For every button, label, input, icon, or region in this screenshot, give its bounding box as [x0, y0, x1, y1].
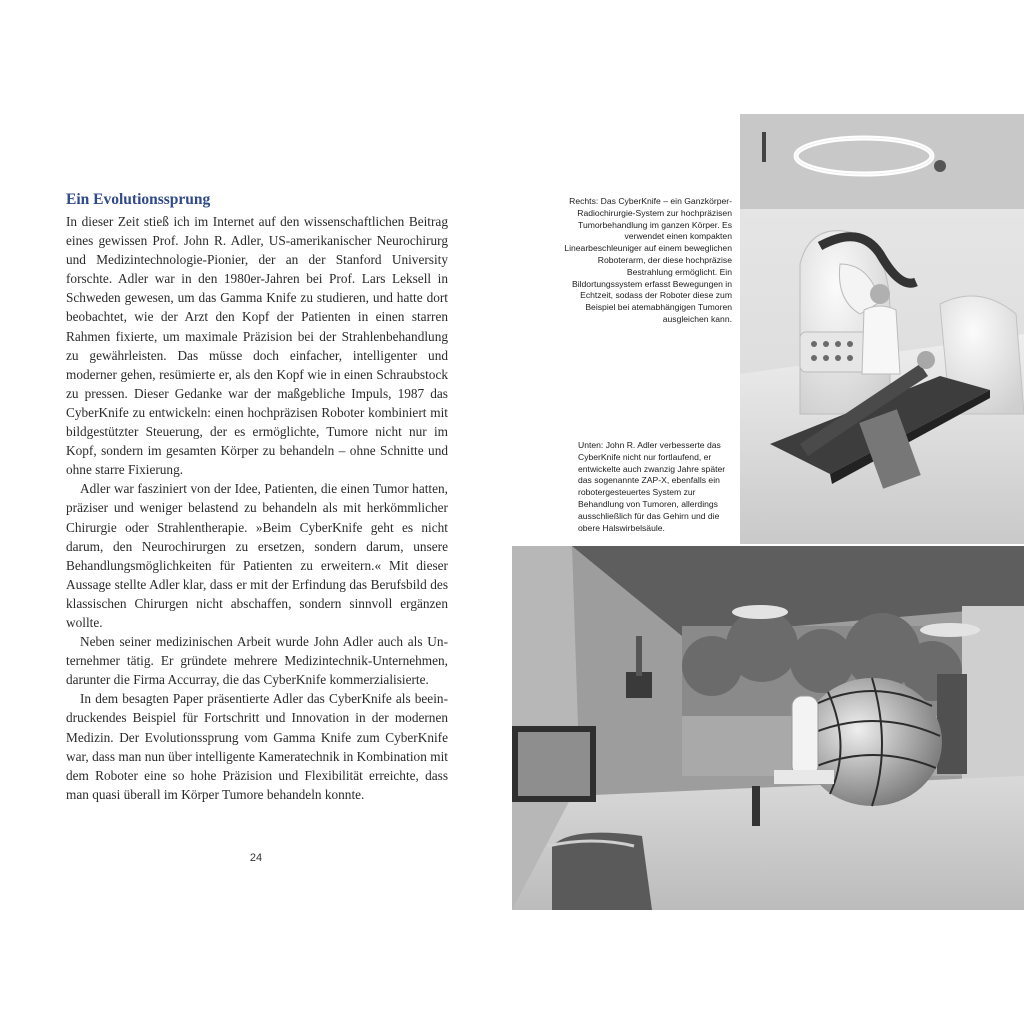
paragraph-1: In dieser Zeit stieß ich im Internet auf den wissenschaftlichen Beitrag eines gewissen Prof. John R. Adler, US-amerikanischer Neurochirurg und Medizintechnologie-Pionier, der an der Stanford University forschte. Adler war in den 1980er-Jahren bei Prof. Lars Leksell in Schweden gewesen, um das Gamma Knife zu studieren, und hatte dort beobachtet, wie der Arzt den Kopf der Patienten in einen starren Rahmen fixierte, um maximale Präzision bei der Strahlenbehandlung zu gewährleisten. Das müsse doch einfacher, intelligenter und moderner gehen, resümierte er, als den Kopf wie in einen Schraubstock zu pressen. Dieser Gedanke war der maßgebliche Impuls, 1987 das CyberKnife zu entwickeln: einen hochpräzisen Roboter kombiniert mit bildgestützter Steuerung, der es ermöglichte, Tumore nicht nur im Kopf, sondern im gesamten Körper zu behandeln – ohne Schnitte und ohne starre Fixierung. [66, 214, 448, 478]
page-number: 24 [249, 852, 263, 864]
paragraph-2: Adler war fasziniert von der Idee, Patienten, die einen Tumor hatten, präziser und weniger belastend zu behandeln als mit herkömmlicher Chirurgie oder Strahlentherapie. »Beim CyberKnife geht es nicht darum, den Neurochirurgen zu ersetzen, sondern darum, unsere Behandlungsmöglichkeiten für Patienten zu erweitern.« Mit dieser Aussage stellte Adler klar, dass er mit der Erfindung das Berufsbild des klassischen Chirurgen nicht abschaffen, sondern sinnvoll ergänzen wollte. [66, 481, 448, 630]
caption-top-right: Rechts: Das CyberKnife – ein Ganzkörper-Radiochirurgie-System zur hochpräzisen Tumorbehandlung im ganzen Körper. Es verwendet einen kompakten Linearbeschleuniger auf einem beweglichen Roboterarm, der diese hochpräzise Bestrahlung ermöglicht. Ein Bildortungssystem erfasst Bewegungen in Echtzeit, sodass der Roboter diese zum Beispiel bei atemabhängigen Tumoren ausgleichen kann. [564, 196, 732, 324]
zapx-photo-illustration [512, 546, 1024, 910]
zapx-photo [512, 546, 1024, 910]
left-page-text [66, 190, 448, 804]
caption-bottom: Unten: John R. Adler verbesserte das CyberKnife nicht nur fortlaufend, er entwickelte auch zwanzig Jahre später das sogenannte ZAP-X, ebenfalls ein robotergesteuertes System zur Behandlung von Tumoren, allerdings ausschließlich für das Gehirn und die obere Halswirbelsäule. [578, 440, 726, 533]
section-heading: Ein Evolutionssprung [66, 191, 211, 208]
cyberknife-photo-illustration [740, 114, 1024, 544]
paragraph-4: In dem besagten Paper präsentierte Adler das CyberKnife als beeindruckendes Beispiel für Fortschritt und Innovation in der modernen Medizin. Der Evolutionssprung vom Gamma Knife zum CyberKnife war, dass man nun über intelligente Kameratechnik in Kombination mit dem Roboter eine so hohe Präzision und Flexibilität erreichte, dass man quasi überall im Körper Tumore behandeln konnte. [66, 691, 448, 802]
cyberknife-photo [740, 114, 1024, 544]
paragraph-3: Neben seiner medizinischen Arbeit wurde John Adler auch als Unternehmer tätig. Er gründete mehrere Medizintechnik-Unternehmen, darunter die Firma Accurray, die das CyberKnife kommerzialisierte. [66, 634, 448, 688]
